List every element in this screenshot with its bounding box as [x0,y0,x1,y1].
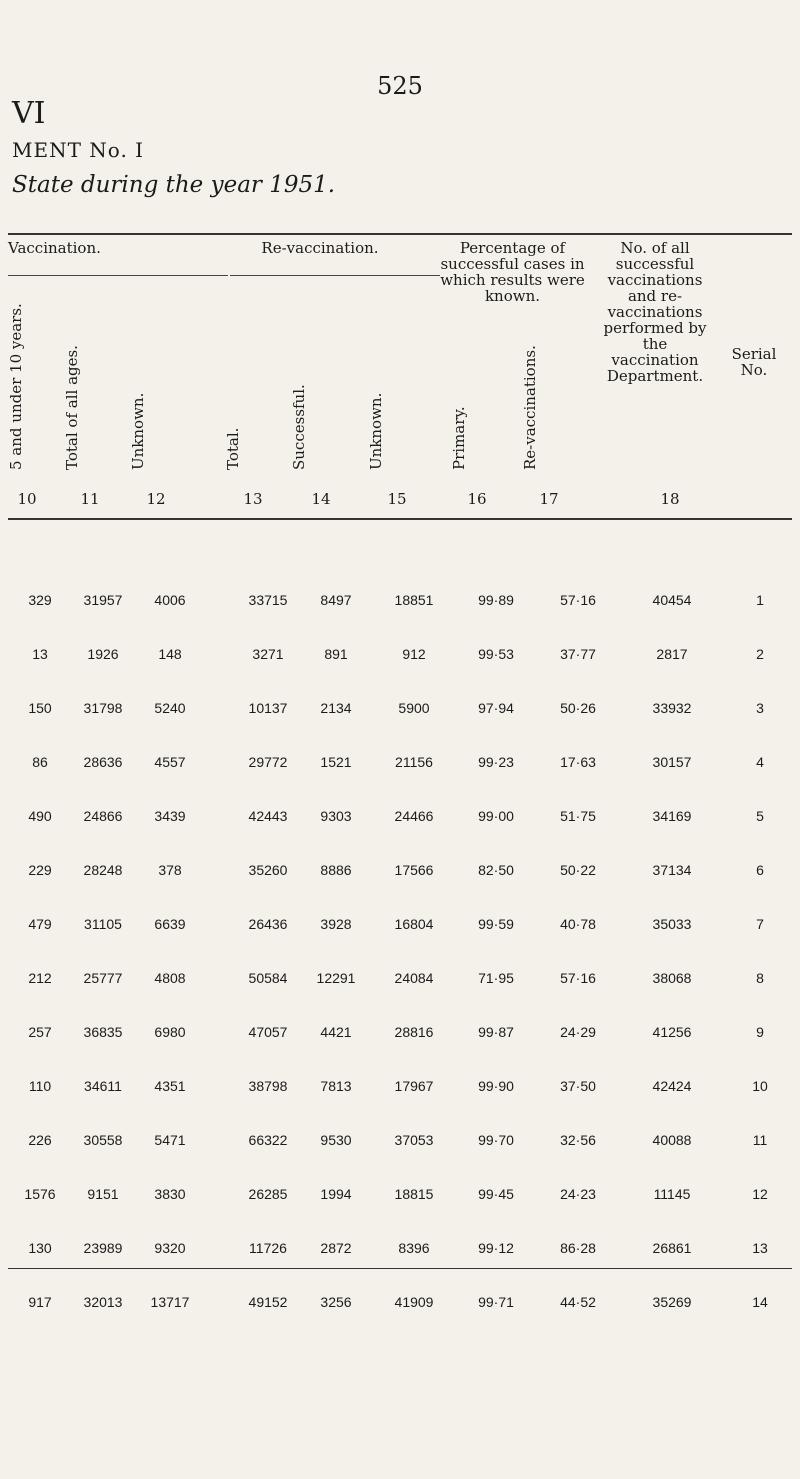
table-cell: 24866 [83,808,123,824]
table-row [0,592,800,612]
table-cell: 3439 [154,808,186,824]
table-cell: 4351 [154,1078,186,1094]
table-cell: 6 [756,862,764,878]
table-row [0,754,800,774]
header-bottom-rule [8,518,792,520]
group-header-serial: Serial No. [731,345,777,379]
table-cell: 35033 [652,916,692,932]
table-cell: 6980 [154,1024,186,1040]
table-cell: 11726 [249,1240,287,1256]
table-cell: 8 [756,970,764,986]
table-row [0,916,800,936]
column-number: 17 [539,490,559,508]
table-cell: 99·90 [478,1078,514,1094]
table-cell: 891 [324,646,348,662]
table-cell: 42424 [652,1078,692,1094]
table-cell: 66322 [248,1132,288,1148]
statement-heading: MENT No. I [12,138,145,162]
table-cell: 8886 [320,862,352,878]
table-cell: 148 [158,646,182,662]
table-cell: 32·56 [560,1132,596,1148]
table-cell: 3830 [154,1186,186,1202]
table-cell: 2 [756,646,764,662]
table-cell: 99·53 [478,646,514,662]
table-cell: 490 [28,808,52,824]
table-bottom-rule [8,1268,792,1269]
table-cell: 8497 [320,592,352,608]
table-cell: 28816 [394,1024,434,1040]
table-cell: 50·22 [560,862,596,878]
table-cell: 378 [158,862,182,878]
table-cell: 32013 [83,1294,123,1310]
table-cell: 37·50 [560,1078,596,1094]
table-cell: 9303 [320,808,352,824]
table-cell: 34169 [652,808,692,824]
table-row [0,970,800,990]
table-cell: 6639 [154,916,186,932]
table-row [0,646,800,666]
table-cell: 31798 [83,700,123,716]
table-cell: 30558 [83,1132,123,1148]
table-cell: 40454 [652,592,692,608]
table-cell: 3256 [320,1294,352,1310]
column-number: 12 [146,490,166,508]
col-header-unknown-vaccination: Unknown. [129,392,147,470]
table-cell: 99·00 [478,808,514,824]
table-cell: 257 [28,1024,52,1040]
table-cell: 479 [28,916,52,932]
table-row [0,1024,800,1044]
table-cell: 4557 [154,754,186,770]
table-cell: 21156 [395,754,433,770]
table-cell: 9530 [320,1132,352,1148]
table-cell: 71·95 [478,970,514,986]
table-cell: 41256 [652,1024,692,1040]
table-cell: 11145 [653,1186,691,1202]
page-number: 525 [377,72,423,100]
table-cell: 25777 [83,970,123,986]
table-cell: 17566 [394,862,434,878]
table-cell: 97·94 [478,700,514,716]
table-cell: 13 [752,1240,768,1256]
table-cell: 35260 [248,862,288,878]
table-cell: 38068 [652,970,692,986]
table-cell: 2817 [656,646,688,662]
table-cell: 57·16 [560,970,596,986]
table-cell: 5471 [154,1132,186,1148]
table-cell: 12291 [316,970,356,986]
table-top-rule [8,233,792,235]
table-cell: 28248 [83,862,123,878]
table-cell: 18851 [394,592,434,608]
table-cell: 24466 [394,808,434,824]
table-cell: 1994 [320,1186,352,1202]
group-rule-vaccination [8,275,228,276]
table-row [0,700,800,720]
table-row [0,808,800,828]
table-cell: 3928 [320,916,352,932]
col-header-revac-successful: Successful. [290,384,308,470]
table-cell: 37134 [652,862,692,878]
table-cell: 17967 [394,1078,434,1094]
table-cell: 1926 [87,646,119,662]
table-cell: 33932 [652,700,692,716]
table-cell: 1521 [320,754,352,770]
table-cell: 29772 [248,754,288,770]
table-cell: 38798 [248,1078,288,1094]
table-cell: 229 [28,862,52,878]
col-header-revac-total: Total. [224,427,242,470]
table-cell: 12 [752,1186,768,1202]
table-cell: 5240 [154,700,186,716]
table-cell: 2872 [320,1240,352,1256]
table-row [0,1078,800,1098]
table-cell: 17·63 [560,754,596,770]
group-header-revaccination: Re-vaccination. [261,239,379,257]
table-cell: 3 [756,700,764,716]
table-cell: 912 [402,646,426,662]
group-header-percentage: Percentage of successful cases in which results were known. [440,239,585,305]
table-cell: 47057 [248,1024,288,1040]
table-cell: 5 [756,808,764,824]
table-cell: 23989 [83,1240,123,1256]
table-cell: 26285 [248,1186,288,1202]
table-row [0,1132,800,1152]
group-rule-revaccination [230,275,440,276]
table-cell: 4421 [320,1024,352,1040]
table-cell: 33715 [248,592,288,608]
table-cell: 10137 [248,700,288,716]
table-cell: 24084 [394,970,434,986]
table-cell: 86·28 [560,1240,596,1256]
table-cell: 14 [752,1294,768,1310]
table-row [0,862,800,882]
table-cell: 212 [28,970,52,986]
table-cell: 11 [752,1132,768,1148]
table-cell: 30157 [652,754,692,770]
table-cell: 26861 [652,1240,692,1256]
table-cell: 4006 [154,592,186,608]
table-cell: 31105 [84,916,122,932]
table-cell: 24·29 [560,1024,596,1040]
table-cell: 86 [32,754,48,770]
table-cell: 150 [28,700,52,716]
group-header-vaccination: Vaccination. [8,239,101,257]
table-cell: 9151 [87,1186,119,1202]
table-cell: 10 [752,1078,768,1094]
col-header-primary: Primary. [450,406,468,470]
col-header-revaccinations: Re-vaccinations. [521,345,539,470]
table-cell: 26436 [248,916,288,932]
table-cell: 31957 [83,592,123,608]
table-cell: 49152 [248,1294,288,1310]
column-number: 13 [243,490,263,508]
chapter-number: VI [12,96,46,131]
table-cell: 34611 [84,1078,122,1094]
column-number: 18 [660,490,680,508]
table-cell: 99·89 [478,592,514,608]
table-cell: 44·52 [560,1294,596,1310]
table-cell: 42443 [248,808,288,824]
table-cell: 99·59 [478,916,514,932]
table-cell: 5900 [398,700,430,716]
table-cell: 99·70 [478,1132,514,1148]
table-cell: 35269 [652,1294,692,1310]
table-cell: 57·16 [560,592,596,608]
table-cell: 1576 [24,1186,56,1202]
table-cell: 7813 [320,1078,352,1094]
table-cell: 917 [28,1294,52,1310]
table-cell: 37053 [394,1132,434,1148]
table-cell: 51·75 [560,808,596,824]
column-number: 16 [467,490,487,508]
table-cell: 110 [28,1078,52,1094]
table-cell: 1 [756,592,764,608]
table-row [0,1186,800,1206]
table-cell: 4808 [154,970,186,986]
table-cell: 99·23 [478,754,514,770]
table-cell: 82·50 [478,862,514,878]
table-cell: 226 [28,1132,52,1148]
column-number: 14 [311,490,331,508]
table-cell: 99·71 [478,1294,514,1310]
table-cell: 130 [28,1240,52,1256]
column-number: 11 [80,490,100,508]
table-cell: 8396 [398,1240,430,1256]
table-cell: 7 [756,916,764,932]
table-cell: 16804 [394,916,434,932]
table-cell: 13 [32,646,48,662]
table-cell: 40·78 [560,916,596,932]
table-cell: 2134 [320,700,352,716]
table-cell: 3271 [252,646,284,662]
table-cell: 99·45 [478,1186,514,1202]
group-header-total-successful: No. of all successful vaccinations and re-vaccinations performed by the vaccination Department. [603,239,707,385]
table-cell: 40088 [652,1132,692,1148]
table-cell: 9 [756,1024,764,1040]
table-cell: 50·26 [560,700,596,716]
table-cell: 24·23 [560,1186,596,1202]
table-cell: 9320 [154,1240,186,1256]
col-header-revac-unknown: Unknown. [367,392,385,470]
column-number: 15 [387,490,407,508]
statement-subheading: State during the year 1951. [12,172,336,198]
column-number: 10 [17,490,37,508]
table-row [0,1240,800,1260]
table-cell: 28636 [83,754,123,770]
table-cell: 37·77 [560,646,596,662]
table-cell: 99·12 [478,1240,514,1256]
table-cell: 41909 [394,1294,434,1310]
table-cell: 18815 [394,1186,434,1202]
col-header-total-all-ages: Total of all ages. [63,345,81,470]
table-cell: 99·87 [478,1024,514,1040]
col-header-5-to-10: 5 and under 10 years. [7,303,25,470]
table-cell: 13717 [150,1294,190,1310]
table-cell: 4 [756,754,764,770]
table-cell: 36835 [83,1024,123,1040]
table-cell: 50584 [248,970,288,986]
table-row [0,1294,800,1314]
table-cell: 329 [28,592,52,608]
